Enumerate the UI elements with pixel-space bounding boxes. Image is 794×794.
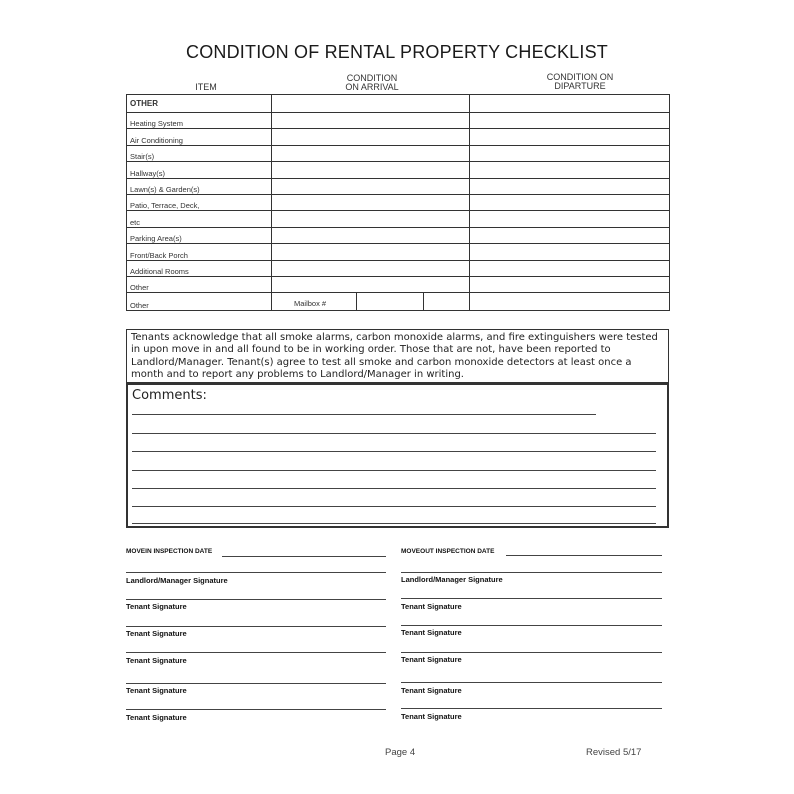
row-label-etc: etc	[127, 211, 272, 227]
departure-column-header	[520, 73, 640, 91]
table-row	[127, 194, 670, 210]
mailbox-number-field[interactable]	[356, 293, 424, 310]
landlord-signature-line-right[interactable]	[401, 572, 662, 573]
tenant-signature-label: Tenant Signature	[401, 712, 462, 721]
comments-label: Comments:	[132, 388, 207, 403]
comment-line	[132, 414, 596, 415]
row-label-stairs: Stair(s)	[127, 145, 272, 161]
tenant-signature-label: Tenant Signature	[126, 686, 187, 695]
row-label-lawns-gardens: Lawn(s) & Garden(s)	[127, 178, 272, 194]
table-row	[127, 113, 670, 129]
arrival-column-header	[322, 74, 422, 92]
table-row	[127, 162, 670, 178]
comment-line	[132, 506, 656, 507]
comment-line	[132, 451, 656, 452]
item-column-header: ITEM	[195, 82, 217, 92]
table-row	[127, 244, 670, 260]
moveout-date-line[interactable]	[506, 555, 662, 556]
departure-header-line2: DIPARTURE	[554, 81, 606, 91]
tenant-signature-line[interactable]	[126, 599, 386, 600]
departure-cell[interactable]	[470, 178, 670, 194]
tenant-signature-line[interactable]	[401, 708, 662, 709]
tenant-signature-line[interactable]	[126, 709, 386, 710]
table-row	[127, 227, 670, 243]
departure-cell[interactable]	[470, 293, 670, 311]
movein-date-line[interactable]	[222, 556, 386, 557]
departure-cell[interactable]	[470, 113, 670, 129]
tenant-signature-label: Tenant Signature	[126, 602, 187, 611]
mailbox-label: Mailbox #	[294, 299, 327, 309]
arrival-cell-mailbox	[272, 293, 470, 311]
departure-cell[interactable]	[470, 129, 670, 145]
departure-cell[interactable]	[470, 211, 670, 227]
table-row	[127, 129, 670, 145]
tenant-signature-line[interactable]	[126, 652, 386, 653]
row-label-other-2: Other	[127, 293, 272, 311]
row-label-heating: Heating System	[127, 113, 272, 129]
departure-cell[interactable]	[470, 145, 670, 161]
comment-line	[132, 488, 656, 489]
arrival-cell[interactable]	[272, 162, 470, 178]
row-label-other-1: Other	[127, 276, 272, 292]
departure-cell[interactable]	[470, 95, 670, 113]
revision-label: Revised 5/17	[586, 747, 642, 758]
landlord-signature-label-right: Landlord/Manager Signature	[401, 575, 503, 584]
departure-cell[interactable]	[470, 194, 670, 210]
tenant-signature-line[interactable]	[401, 682, 662, 683]
tenant-signature-label: Tenant Signature	[126, 713, 187, 722]
movein-date-label: MOVEIN INSPECTION DATE	[126, 548, 213, 555]
tenant-signature-line[interactable]	[126, 626, 386, 627]
arrival-cell[interactable]	[272, 276, 470, 292]
arrival-cell[interactable]	[272, 227, 470, 243]
arrival-cell[interactable]	[272, 129, 470, 145]
row-label-hallways: Hallway(s)	[127, 162, 272, 178]
row-label-porch: Front/Back Porch	[127, 244, 272, 260]
table-row	[127, 293, 670, 311]
tenant-signature-line[interactable]	[401, 652, 662, 653]
departure-header-line1: CONDITION ON	[546, 72, 614, 82]
tenant-signature-label: Tenant Signature	[126, 629, 187, 638]
row-label-patio: Patio, Terrace, Deck,	[127, 194, 272, 210]
arrival-cell[interactable]	[272, 95, 470, 113]
arrival-cell[interactable]	[272, 260, 470, 276]
acknowledgement-box: Tenants acknowledge that all smoke alarms, carbon monoxide alarms, and fire extinguishers were tested in upon move in and all found to be in working order. Those that are not, have been reported to Landlord/Manager. Tenant(s) agree to test all smoke and carbon monoxide detectors at least once a month and to report any problems to Landlord/Manager in writing.	[126, 329, 669, 383]
arrival-header-line1: CONDITION	[346, 73, 398, 83]
arrival-cell[interactable]	[272, 244, 470, 260]
comments-box[interactable]	[126, 383, 669, 528]
tenant-signature-label: Tenant Signature	[126, 656, 187, 665]
table-row	[127, 178, 670, 194]
table-row	[127, 145, 670, 161]
row-label-additional-rooms: Additional Rooms	[127, 260, 272, 276]
departure-cell[interactable]	[470, 227, 670, 243]
moveout-date-label: MOVEOUT INSPECTION DATE	[401, 548, 495, 555]
table-row	[127, 95, 670, 113]
comment-line	[132, 523, 656, 524]
row-label-parking: Parking Area(s)	[127, 227, 272, 243]
arrival-header-line2: ON ARRIVAL	[345, 82, 399, 92]
row-label-other-header: OTHER	[127, 95, 272, 113]
departure-cell[interactable]	[470, 244, 670, 260]
table-row	[127, 211, 670, 227]
departure-cell[interactable]	[470, 162, 670, 178]
tenant-signature-label: Tenant Signature	[401, 602, 462, 611]
arrival-cell[interactable]	[272, 113, 470, 129]
tenant-signature-line[interactable]	[401, 598, 662, 599]
arrival-cell[interactable]	[272, 145, 470, 161]
comment-line	[132, 433, 656, 434]
arrival-cell[interactable]	[272, 211, 470, 227]
row-label-air-conditioning: Air Conditioning	[127, 129, 272, 145]
page-number: Page 4	[385, 747, 416, 758]
departure-cell[interactable]	[470, 276, 670, 292]
tenant-signature-line[interactable]	[401, 625, 662, 626]
comment-line	[132, 470, 656, 471]
tenant-signature-label: Tenant Signature	[401, 628, 462, 637]
tenant-signature-label: Tenant Signature	[401, 655, 462, 664]
tenant-signature-line[interactable]	[126, 683, 386, 684]
tenant-signature-label: Tenant Signature	[401, 686, 462, 695]
page-title: CONDITION OF RENTAL PROPERTY CHECKLIST	[186, 42, 608, 62]
landlord-signature-line-left[interactable]	[126, 572, 386, 573]
landlord-signature-label-left: Landlord/Manager Signature	[126, 576, 228, 585]
table-row	[127, 276, 670, 292]
arrival-cell[interactable]	[272, 194, 470, 210]
departure-cell[interactable]	[470, 260, 670, 276]
arrival-cell[interactable]	[272, 178, 470, 194]
table-row	[127, 260, 670, 276]
checklist-table	[126, 94, 670, 311]
